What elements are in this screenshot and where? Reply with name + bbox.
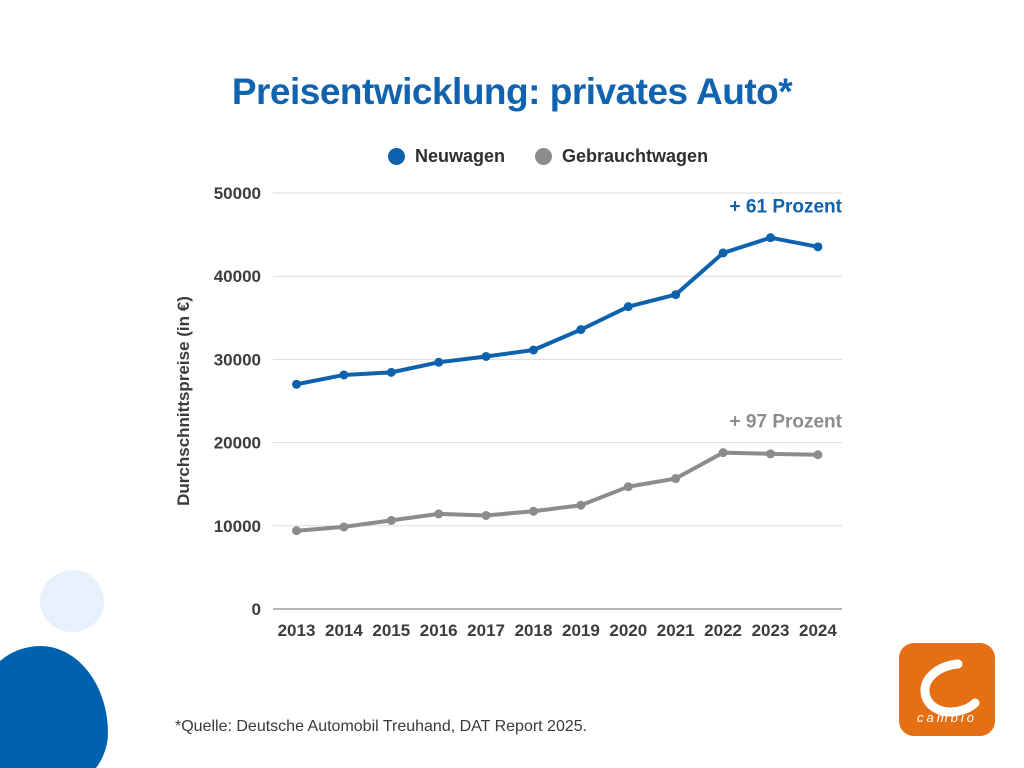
y-tick-label: 30000 [213,350,261,370]
y-axis-title: Durchschnittspreise (in €) [174,296,193,506]
data-point [339,522,348,531]
x-tick-label: 2022 [704,621,743,640]
decorative-blob [0,646,108,768]
data-point [766,233,775,242]
price-line-chart [165,175,855,650]
legend-dot-icon [535,148,552,165]
y-tick-label: 10000 [213,516,261,536]
x-tick-label: 2021 [656,621,695,640]
data-point [292,526,301,535]
data-point [482,511,491,520]
data-point [434,509,443,518]
data-point [576,325,585,334]
data-point [766,449,775,458]
data-point [387,368,396,377]
data-point [529,345,538,354]
legend-label: Neuwagen [415,146,506,166]
x-tick-label: 2024 [798,621,837,640]
data-point [624,482,633,491]
logo-wordmark: cambio [917,710,977,725]
x-tick-label: 2014 [324,621,363,640]
data-point [292,380,301,389]
legend-item-neuwagen [388,146,505,167]
data-point [719,448,728,457]
data-point [387,516,396,525]
x-tick-label: 2020 [609,621,648,640]
y-tick-label: 0 [251,600,261,619]
cambio-logo [899,643,995,736]
data-point [339,370,348,379]
data-point [576,501,585,510]
series-annotation-neuwagen: + 61 Prozent [729,196,842,218]
data-point [813,242,822,251]
series-line-gebrauchtwagen [297,453,818,531]
x-tick-label: 2019 [561,621,600,640]
data-point [529,507,538,516]
data-point [482,352,491,361]
y-tick-label: 20000 [213,433,261,453]
series-line-neuwagen [297,238,818,385]
data-point [671,290,680,299]
x-tick-label: 2017 [467,621,506,640]
x-tick-label: 2015 [372,621,411,640]
x-tick-label: 2016 [419,621,458,640]
data-point [671,474,680,483]
decorative-circle [40,570,104,632]
series-annotation-gebrauchtwagen: + 97 Prozent [729,411,842,433]
x-tick-label: 2018 [514,621,553,640]
legend-item-gebrauchtwagen [535,146,708,167]
y-tick-label: 40000 [213,267,261,287]
chart-legend [388,146,708,167]
legend-label: Gebrauchtwagen [562,146,709,166]
legend-dot-icon [388,148,405,165]
source-note: *Quelle: Deutsche Automobil Treuhand, DAT Report 2025. [175,718,588,735]
data-point [434,358,443,367]
x-tick-label: 2023 [751,621,790,640]
data-point [719,248,728,257]
page-title: Preisentwicklung: privates Auto* [231,70,793,112]
x-tick-label: 2013 [277,621,316,640]
data-point [813,450,822,459]
data-point [624,302,633,311]
y-tick-label: 50000 [213,184,261,203]
